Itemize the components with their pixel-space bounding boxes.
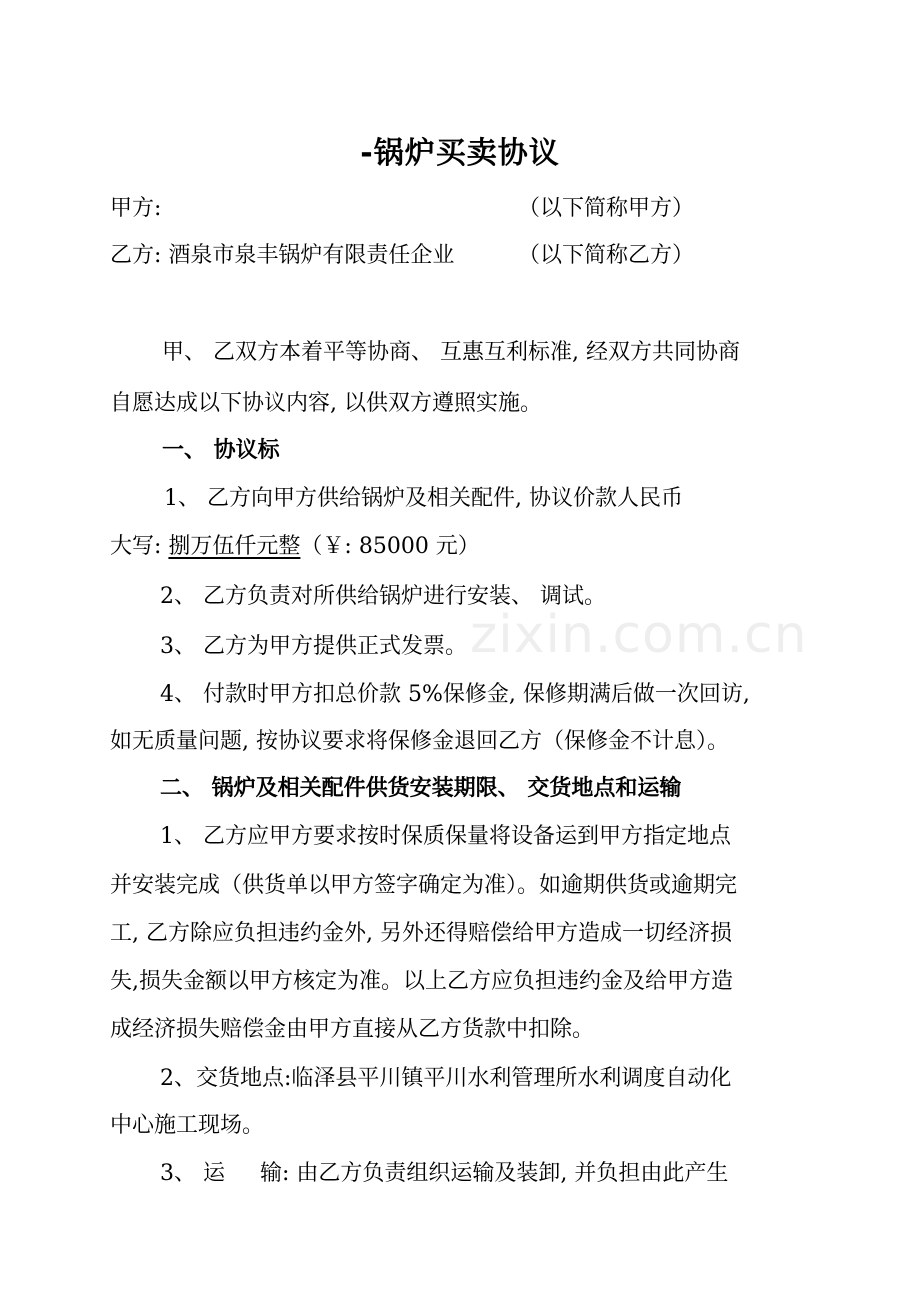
party-b-line — [110, 241, 820, 271]
s2-item2-line1: 2、交货地点:临泽县平川镇平川水利管理所水利调度自动化 — [160, 1066, 732, 1091]
party-a-label: 甲方: — [110, 196, 162, 221]
s1-item1-line2 — [110, 532, 820, 562]
party-a-short: （以下简称甲方） — [518, 196, 695, 221]
amount-in-words: 捌万伍仟元整 — [168, 534, 301, 559]
party-b-label: 乙方: 酒泉市泉丰锅炉有限责任企业 — [110, 243, 455, 268]
section-2-heading: 二、 锅炉及相关配件供货安装期限、 交货地点和运输 — [160, 776, 682, 801]
s1-item3: 3、 乙方为甲方提供正式发票。 — [160, 634, 467, 659]
intro-line-1: 甲、 乙双方本着平等协商、 互惠互利标准, 经双方共同协商 — [162, 340, 740, 365]
s2-item1-line5: 成经济损失赔偿金由甲方直接从乙方货款中扣除。 — [110, 1017, 595, 1042]
amount-prefix: 大写: — [110, 534, 169, 559]
s1-item2: 2、 乙方负责对所供给锅炉进行安装、 调试。 — [160, 584, 606, 609]
watermark: zixin.com.cn — [470, 605, 808, 665]
s2-item1-line4: 失,损失金额以甲方核定为准。以上乙方应负担违约金及给甲方造 — [110, 969, 733, 994]
s1-item4-line1: 4、 付款时甲方扣总价款 5%保修金, 保修期满后做一次回访, — [160, 682, 750, 707]
s1-item1-line1: 1、 乙方向甲方供给锅炉及相关配件, 协议价款人民币 — [164, 486, 683, 511]
document-title: -锅炉买卖协议 — [360, 136, 560, 171]
amount-in-numbers: （￥: 85000 元） — [300, 534, 480, 559]
party-a-line — [110, 194, 820, 224]
s2-item1-line3: 工, 乙方除应负担违约金外, 另外还得赔偿给甲方造成一切经济损 — [110, 921, 732, 946]
s1-item4-line2: 如无质量问题, 按协议要求将保修金退回乙方（保修金不计息）。 — [110, 729, 729, 754]
s2-item1-line1: 1、 乙方应甲方要求按时保质保量将设备运到甲方指定地点 — [160, 824, 731, 849]
section-1-heading: 一、 协议标 — [162, 438, 280, 463]
s2-item2-line2: 中心施工现场。 — [110, 1113, 265, 1138]
s2-item3-line1: 3、 运 输: 由乙方负责组织运输及装卸, 并负担由此产生 — [160, 1161, 729, 1186]
intro-line-2: 自愿达成以下协议内容, 以供双方遵照实施。 — [110, 391, 542, 416]
s2-item1-line2: 并安装完成（供货单以甲方签字确定为准）。如逾期供货或逾期完 — [110, 873, 738, 898]
party-b-short: （以下简称乙方） — [518, 243, 695, 268]
